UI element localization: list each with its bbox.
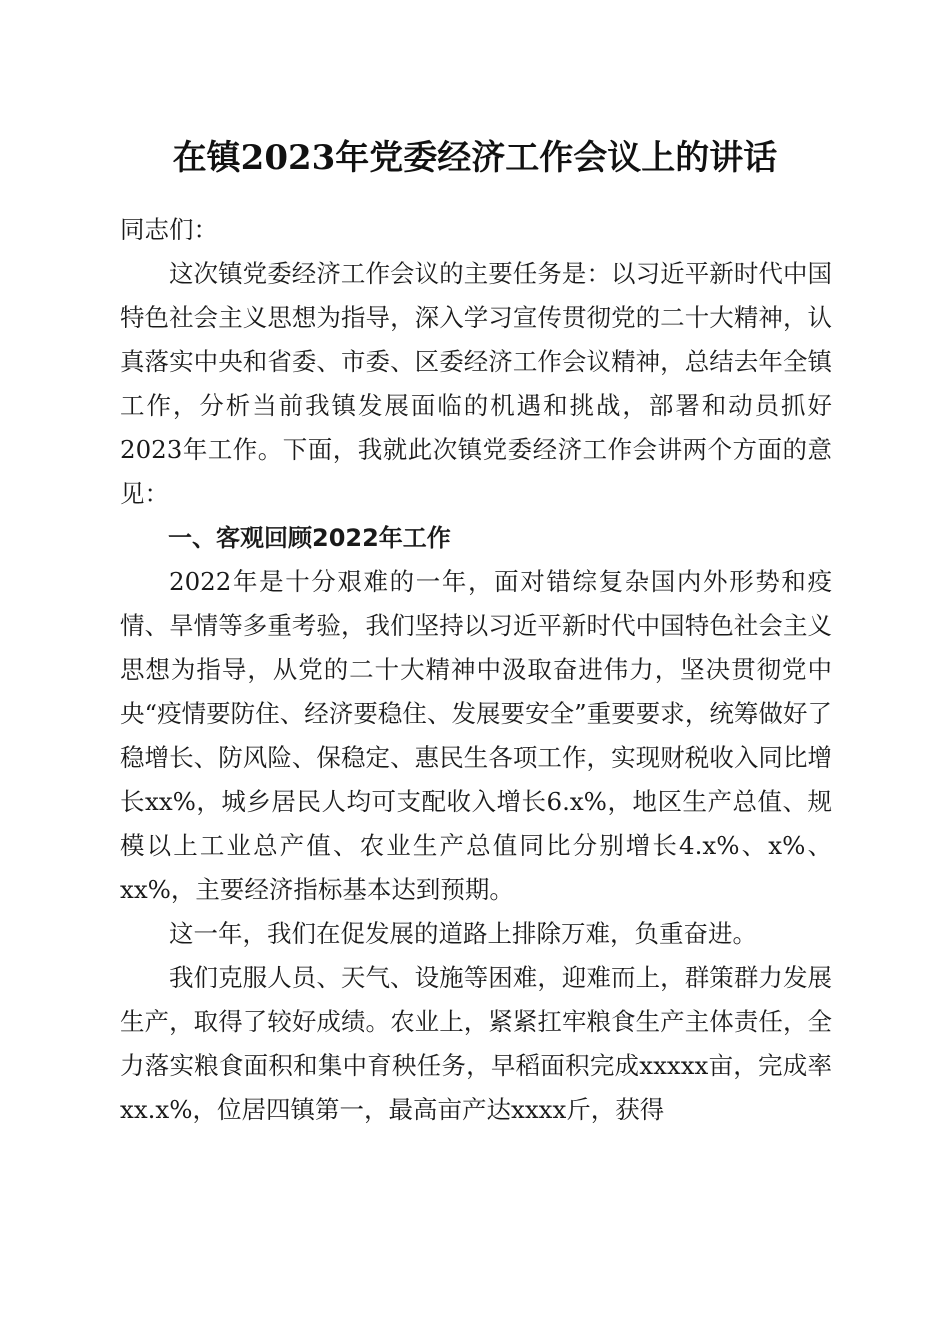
- document-body: [120, 208, 832, 1132]
- paragraph-review: 2022年是十分艰难的一年，面对错综复杂国内外形势和疫情、旱情等多重考验，我们坚持以习近平新时代中国特色社会主义思想为指导，从党的二十大精神中汲取奋进伟力，坚决贯彻党中央“疫情要防住、经济要稳住、发展要安全”重要要求，统筹做好了稳增长、防风险、保稳定、惠民生各项工作，实现财税收入同比增长xx%，城乡居民人均可支配收入增长6.x%，地区生产总值、规模以上工业总产值、农业生产总值同比分别增长4.x%、x%、xx%，主要经济指标基本达到预期。: [120, 567, 832, 904]
- paragraph-agriculture: 我们克服人员、天气、设施等困难，迎难而上，群策群力发展生产，取得了较好成绩。农业上，紧紧扛牢粮食生产主体责任，全力落实粮食面积和集中育秧任务，早稻面积完成xxxxx亩，完成率xx.x%，位居四镇第一，最高亩产达xxxx斤，获得: [120, 963, 832, 1124]
- paragraph-year-summary: 这一年，我们在促发展的道路上排除万难，负重奋进。: [169, 919, 757, 948]
- section-heading-one: 一、客观回顾2022年工作: [168, 524, 451, 552]
- paragraph-intro: 这次镇党委经济工作会议的主要任务是：以习近平新时代中国特色社会主义思想为指导，深入学习宣传贯彻党的二十大精神，认真落实中央和省委、市委、区委经济工作会议精神，总结去年全镇工作，分析当前我镇发展面临的机遇和挑战，部署和动员抓好2023年工作。下面，我就此次镇党委经济工作会讲两个方面的意见：: [120, 259, 832, 508]
- salutation: 同志们：: [120, 215, 218, 244]
- document-title: 在镇2023年党委经济工作会议上的讲话: [172, 138, 778, 178]
